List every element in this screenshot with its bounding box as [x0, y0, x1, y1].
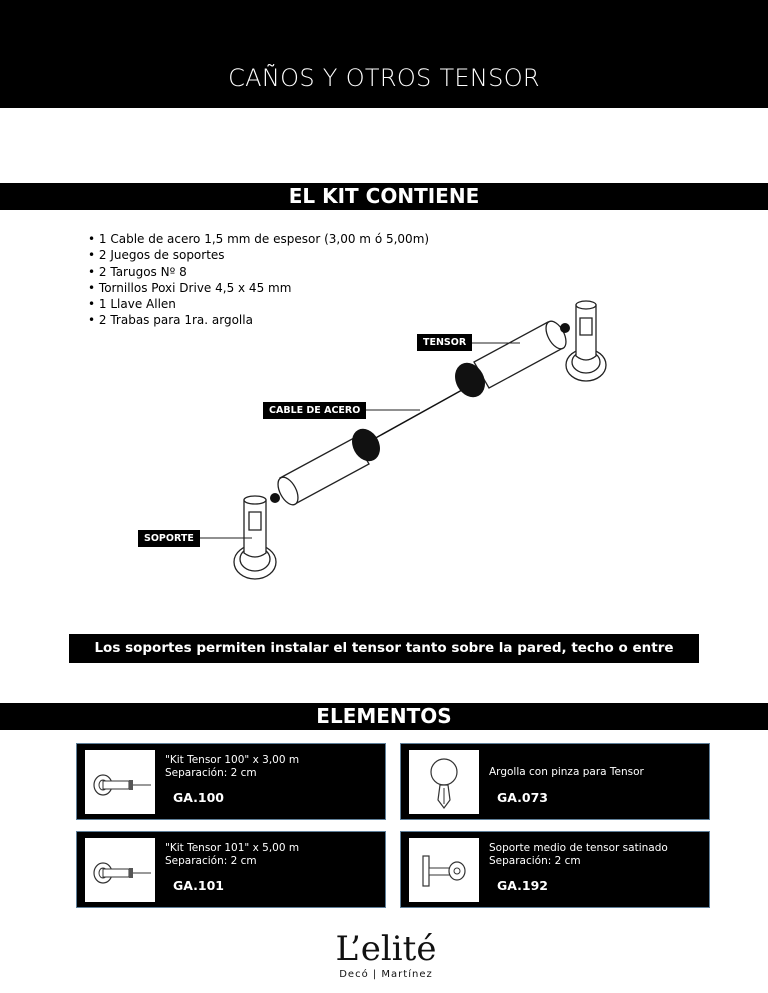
- ring-clip-icon: [409, 750, 479, 814]
- kit-item: • Tornillos Poxi Drive 4,5 x 45 mm: [88, 280, 429, 296]
- tensor-kit-icon: [85, 838, 155, 902]
- product-code: GA.100: [173, 790, 225, 805]
- brand-logo: [334, 918, 438, 982]
- kit-item: • 2 Trabas para 1ra. argolla: [88, 312, 429, 328]
- kit-item: • 1 Cable de acero 1,5 mm de espesor (3,00 m ó 5,00m): [88, 231, 429, 247]
- right-support-illustration: [566, 301, 606, 381]
- steel-cable: [372, 390, 462, 440]
- lower-tensor-illustration: [270, 424, 385, 508]
- middle-support-icon: [409, 838, 479, 902]
- product-description: Soporte medio de tensor satinado Separación: 2 cm: [489, 842, 668, 867]
- kit-item: • 2 Tarugos Nº 8: [88, 264, 429, 280]
- product-description: "Kit Tensor 100" x 3,00 m Separación: 2 cm: [165, 754, 300, 779]
- kit-item: • 1 Llave Allen: [88, 296, 429, 312]
- product-code: GA.101: [173, 878, 225, 893]
- kit-item: • 2 Juegos de soportes: [88, 247, 429, 263]
- svg-text:Decó | Martínez: Decó | Martínez: [339, 969, 433, 980]
- upper-tensor-illustration: [449, 318, 570, 402]
- soporte-label: SOPORTE: [138, 530, 200, 547]
- product-card-ga192[interactable]: [400, 831, 710, 908]
- product-code: GA.073: [497, 790, 549, 805]
- tensor-kit-diagram: [0, 290, 768, 590]
- product-card-ga073[interactable]: [400, 743, 710, 820]
- svg-text:L’elité: L’elité: [335, 929, 437, 969]
- page-title: CAÑOS Y OTROS TENSOR: [228, 64, 540, 92]
- product-code: GA.192: [497, 878, 549, 893]
- elements-section-title: ELEMENTOS: [316, 704, 452, 728]
- installation-note: Los soportes permiten instalar el tensor tanto sobre la pared, techo o entre paredes.: [69, 634, 699, 663]
- cable-label: CABLE DE ACERO: [263, 402, 366, 419]
- product-card-ga101[interactable]: [76, 831, 386, 908]
- product-description: Argolla con pinza para Tensor: [489, 766, 644, 778]
- product-description: "Kit Tensor 101" x 5,00 m Separación: 2 cm: [165, 842, 300, 867]
- product-card-ga100[interactable]: [76, 743, 386, 820]
- kit-section-title: EL KIT CONTIENE: [288, 184, 480, 208]
- tensor-label: TENSOR: [417, 334, 472, 351]
- tensor-kit-icon: [85, 750, 155, 814]
